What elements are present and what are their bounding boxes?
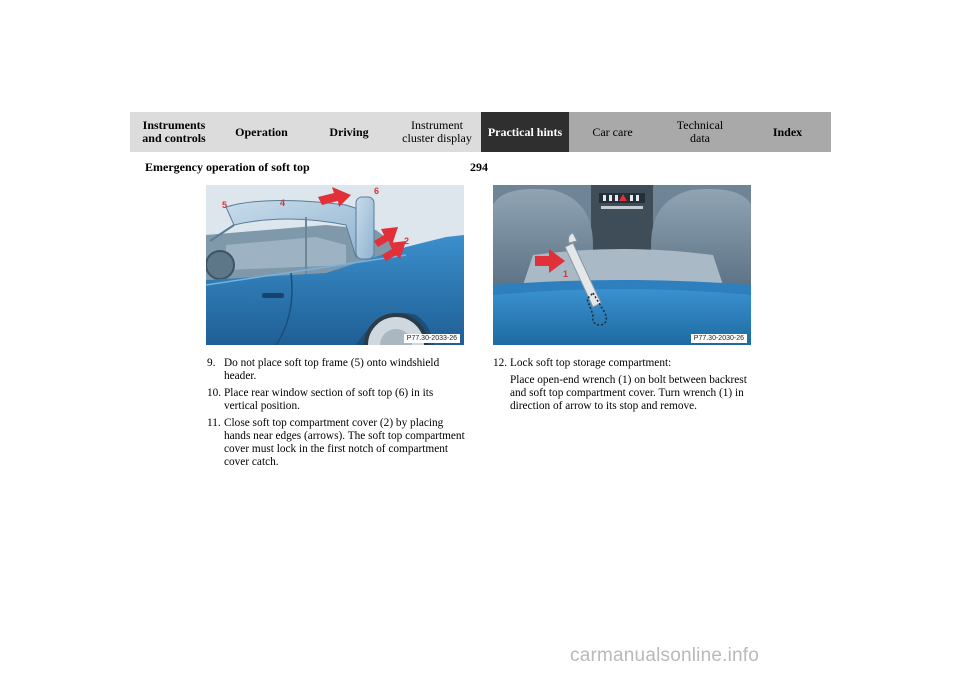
watermark: carmanualsonline.info [570,645,760,666]
figure-code: P77.30-2030-26 [691,334,747,343]
step-10 [207,387,467,413]
tab-technical-data[interactable] [656,112,744,152]
storage-compartment-illustration [493,185,751,345]
tab-instrument-cluster-display[interactable] [393,112,481,152]
step-number: 9. [207,357,216,369]
step-11 [207,417,467,469]
step-text: Lock soft top storage compartment: [510,357,672,369]
step-number: 10. [207,387,222,399]
tab-practical-hints[interactable] [481,112,569,152]
tab-label: Operation [235,124,288,139]
step-text: Do not place soft top frame (5) onto windshield header. [224,357,440,382]
tab-label: Instruments and controls [142,118,206,145]
tab-label: Instrument cluster display [402,118,472,145]
tab-operation[interactable] [218,112,305,152]
tab-label: Car care [592,124,633,139]
chapter-tabs [130,112,831,152]
tab-label: Index [772,124,803,139]
tab-car-care[interactable] [569,112,656,152]
step-text: Close soft top compartment cover (2) by placing hands near edges (arrows). The soft top compartment cover must lock in the first notch of compartment cover catch. [224,417,465,468]
figure-code: P77.30-2033-26 [404,334,460,343]
step-12-detail: Place open-end wrench (1) on bolt between backrest and soft top compartment cover. Turn wrench (1) in direction of arrow to its stop and remove. [510,374,747,412]
tab-label: Driving [329,124,369,139]
tab-label: Technical data [676,118,724,145]
figure-storage-compartment [493,185,751,345]
tab-driving[interactable] [305,112,393,152]
callout-4: 4 [280,198,286,208]
tab-label: Practical hints [487,124,563,139]
callout-6: 6 [374,186,380,196]
page-title: Emergency operation of soft top [145,160,310,174]
step-number: 12. [493,357,508,369]
step-number: 11. [207,417,221,429]
callout-5: 5 [222,200,228,210]
callout-1: 1 [563,269,569,279]
figure-soft-top-closing [206,185,464,345]
callout-2: 2 [404,236,410,246]
step-text: Place rear window section of soft top (6) in its vertical position. [224,387,434,412]
tab-index[interactable] [744,112,831,152]
instructions-left [207,357,467,473]
tab-instruments-and-controls[interactable] [130,112,218,152]
page-number: 294 [470,160,488,174]
car-soft-top-illustration [206,185,464,345]
step-12 [493,357,758,370]
instructions-right [493,357,758,413]
step-9 [207,357,467,383]
